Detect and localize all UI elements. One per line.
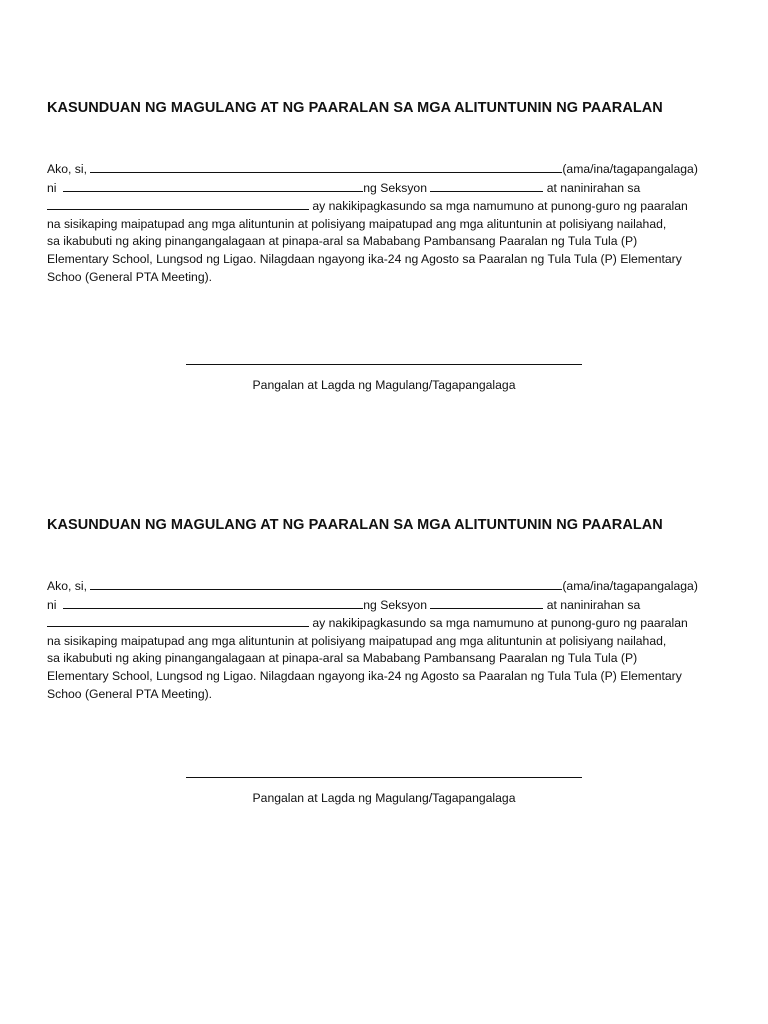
parent-name-blank[interactable] (90, 577, 562, 590)
address-line (47, 197, 717, 216)
section-blank[interactable] (430, 596, 543, 609)
signature-line[interactable] (186, 364, 582, 365)
body-line-6: Elementary School, Lungsod ng Ligao. Nilagdaan ngayong ika-24 ng Agosto sa Paaralan ng Tula Tula (P) Elementary (47, 668, 682, 683)
signature-label: Pangalan at Lagda ng Magulang/Tagapangalaga (252, 378, 516, 392)
body-line-4: na sisikaping maipatupad ang mga alituntunin at polisiyang maipatupad ang mga alituntunin at polisiyang nailahad, (47, 216, 667, 231)
child-line (47, 596, 717, 615)
signature-line[interactable] (186, 777, 582, 778)
signature-block (186, 777, 582, 805)
address-line (47, 614, 717, 633)
section-blank[interactable] (430, 179, 543, 192)
agreement-form-1 (47, 100, 717, 392)
section-label: ng Seksyon (363, 180, 427, 195)
residence-label: at naninirahan sa (546, 180, 641, 195)
child-line (47, 179, 717, 198)
name-line (47, 577, 717, 596)
signature-label: Pangalan at Lagda ng Magulang/Tagapangalaga (252, 791, 516, 805)
agreement-body (47, 160, 717, 286)
section-label: ng Seksyon (363, 597, 427, 612)
name-prefix: Ako, si, (47, 162, 87, 176)
body-line-7: Schoo (General PTA Meeting). (47, 686, 213, 701)
form-title: KASUNDUAN NG MAGULANG AT NG PAARALAN SA MGA ALITUNTUNIN NG PAARALAN (47, 100, 663, 116)
address-blank[interactable] (47, 614, 309, 627)
body-line-4: na sisikaping maipatupad ang mga alituntunin at polisiyang maipatupad ang mga alituntunin at polisiyang nailahad, (47, 633, 667, 648)
residence-label: at naninirahan sa (546, 597, 641, 612)
agreement-body (47, 577, 717, 703)
address-blank[interactable] (47, 197, 309, 210)
child-prefix: ni (47, 597, 57, 612)
parent-name-blank[interactable] (90, 160, 562, 173)
agreement-clause: ay nakikipagkasundo sa mga namumuno at punong-guro ng paaralan (309, 199, 688, 214)
name-line (47, 160, 717, 179)
relationship-label: (ama/ina/tagapangalaga) (562, 579, 698, 593)
signature-block (186, 364, 582, 392)
child-name-blank[interactable] (63, 179, 363, 192)
body-line-6: Elementary School, Lungsod ng Ligao. Nilagdaan ngayong ika-24 ng Agosto sa Paaralan ng Tula Tula (P) Elementary (47, 251, 682, 266)
agreement-clause: ay nakikipagkasundo sa mga namumuno at punong-guro ng paaralan (309, 616, 688, 631)
child-name-blank[interactable] (63, 596, 363, 609)
body-line-7: Schoo (General PTA Meeting). (47, 269, 213, 284)
body-line-5: sa ikabubuti ng aking pinangangalagaan at pinapa-aral sa Mababang Pambansang Paaralan ng Tula Tula (P) (47, 651, 638, 666)
agreement-form-2 (47, 517, 717, 805)
child-prefix: ni (47, 180, 57, 195)
name-prefix: Ako, si, (47, 579, 87, 593)
form-title: KASUNDUAN NG MAGULANG AT NG PAARALAN SA MGA ALITUNTUNIN NG PAARALAN (47, 517, 663, 533)
body-line-5: sa ikabubuti ng aking pinangangalagaan at pinapa-aral sa Mababang Pambansang Paaralan ng Tula Tula (P) (47, 234, 638, 249)
relationship-label: (ama/ina/tagapangalaga) (562, 162, 698, 176)
